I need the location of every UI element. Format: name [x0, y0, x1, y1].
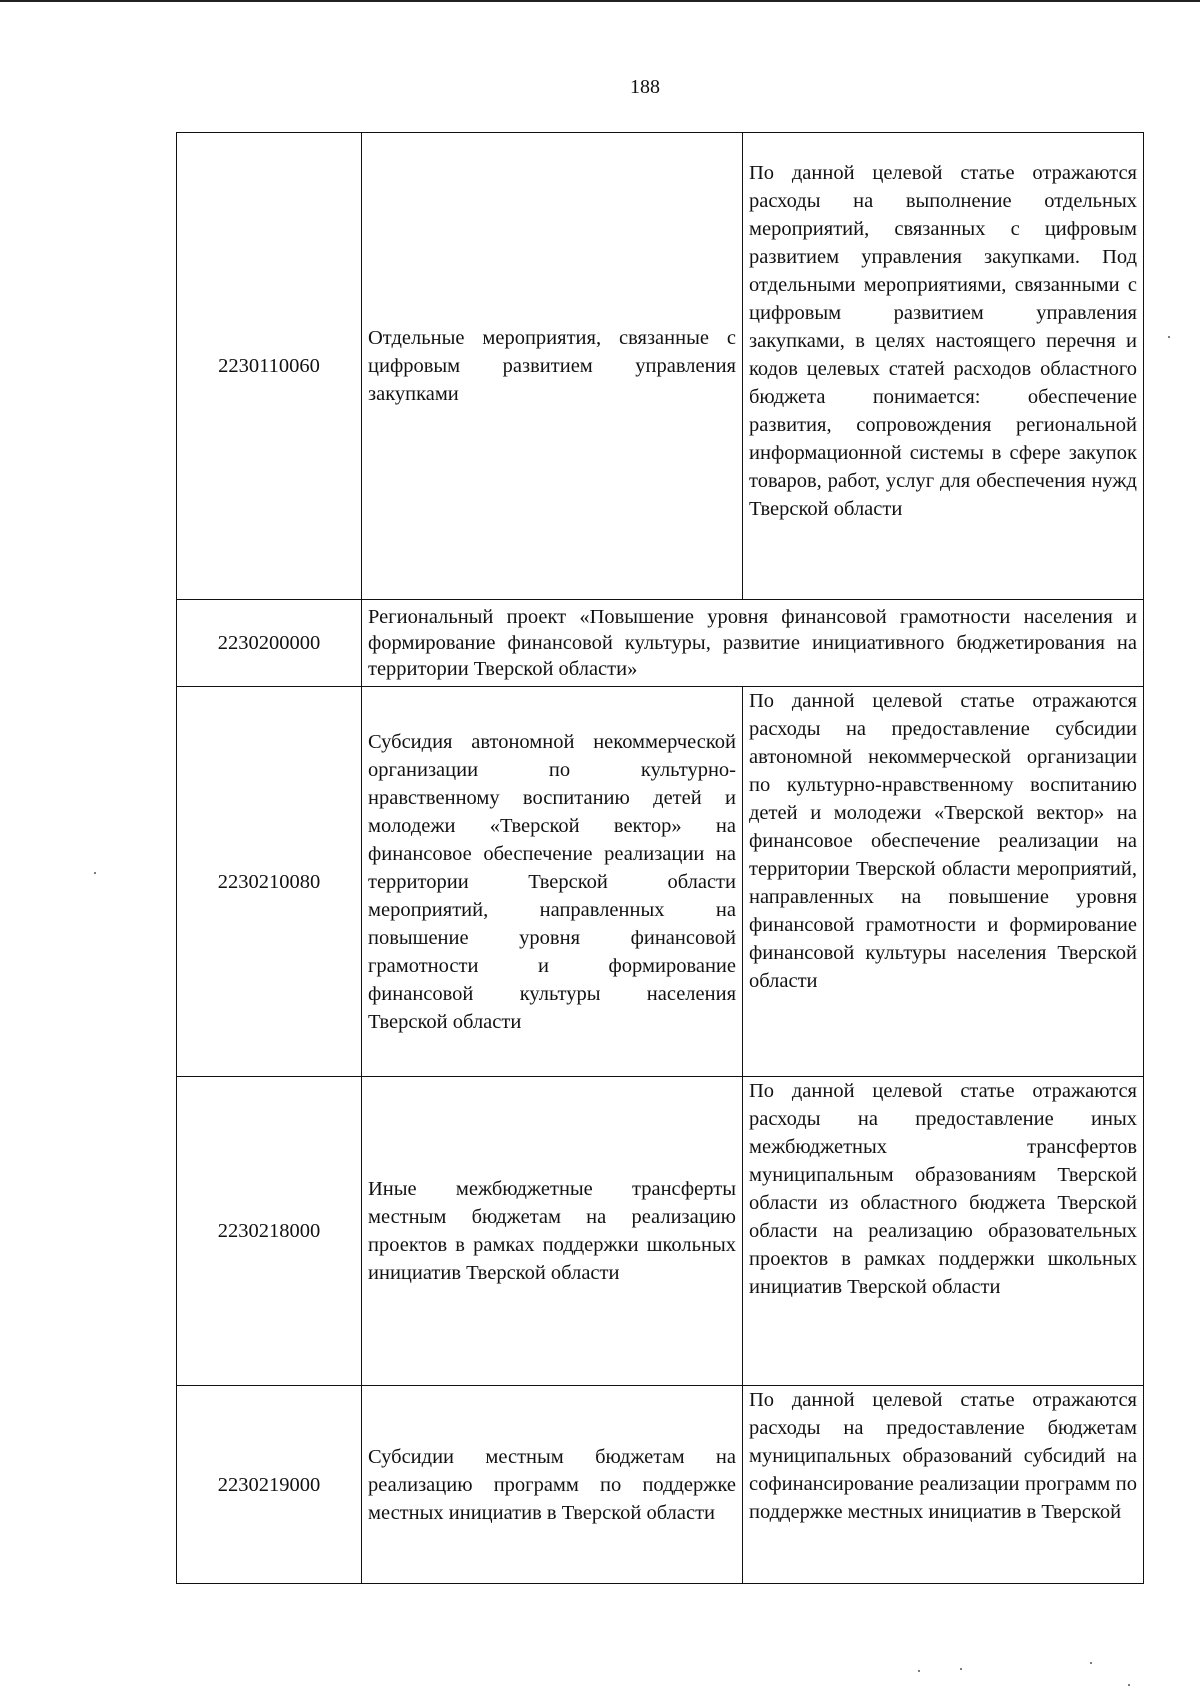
scan-speck: [94, 872, 96, 874]
name-cell: Субсидии местным бюджетам на реализацию программ по поддержке местных инициатив в Тверской области: [362, 1386, 743, 1584]
table-row: [177, 1386, 1144, 1584]
scan-speck: [960, 1668, 962, 1670]
scan-speck: [1090, 1662, 1092, 1664]
description-cell: По данной целевой статье отражаются расходы на предоставление иных межбюджетных трансфертов муниципальным образованиям Тверской области из областного бюджета Тверской области на реализацию образовательных проектов в рамках поддержки школьных инициатив Тверской области: [743, 1077, 1144, 1386]
code-cell: 2230210080: [177, 687, 362, 1077]
project-title-cell: Региональный проект «Повышение уровня финансовой грамотности населения и формирование финансовой культуры, развитие инициативного бюджетирования на территории Тверской области»: [362, 600, 1144, 687]
name-cell: Иные межбюджетные трансферты местным бюджетам на реализацию проектов в рамках поддержки школьных инициатив Тверской области: [362, 1077, 743, 1386]
table-row: [177, 133, 1144, 600]
table-row: [177, 687, 1144, 1077]
code-cell: 2230219000: [177, 1386, 362, 1584]
name-cell: Отдельные мероприятия, связанные с цифровым развитием управления закупками: [362, 133, 743, 600]
code-cell: 2230218000: [177, 1077, 362, 1386]
code-cell: 2230200000: [177, 600, 362, 687]
name-cell: Субсидия автономной некоммерческой организации по культурно-нравственному воспитанию детей и молодежи «Тверской вектор» на финансовое обеспечение реализации на территории Тверской области мероприятий, направленных на повышение уровня финансовой грамотности и формирование финансовой культуры населения Тверской области: [362, 687, 743, 1077]
table-row: [177, 600, 1144, 687]
scan-speck: [1128, 1684, 1130, 1686]
description-cell: По данной целевой статье отражаются расходы на выполнение отдельных мероприятий, связанных с цифровым развитием управления закупками. Под отдельными мероприятиями, связанными с цифровым развитием управления закупками, в целях настоящего перечня и кодов целевых статей расходов областного бюджета понимается: обеспечение развития, сопровождения региональной информационной системы в сфере закупок товаров, работ, услуг для обеспечения нужд Тверской области: [743, 133, 1144, 600]
scan-speck: [918, 1670, 920, 1672]
page-top-edge: [0, 0, 1200, 2]
code-cell: 2230110060: [177, 133, 362, 600]
budget-codes-table: [176, 132, 1144, 1584]
description-cell: По данной целевой статье отражаются расходы на предоставление субсидии автономной некоммерческой организации по культурно-нравственному воспитанию детей и молодежи «Тверской вектор» на финансовое обеспечение реализации на территории Тверской области мероприятий, направленных на повышение уровня финансовой грамотности и формирование финансовой культуры населения Тверской области: [743, 687, 1144, 1077]
scan-speck: [1168, 336, 1170, 338]
table-row: [177, 1077, 1144, 1386]
page-number: 188: [630, 76, 660, 98]
description-cell: По данной целевой статье отражаются расходы на предоставление бюджетам муниципальных образований субсидий на софинансирование реализации программ по поддержке местных инициатив в Тверской: [743, 1386, 1144, 1584]
